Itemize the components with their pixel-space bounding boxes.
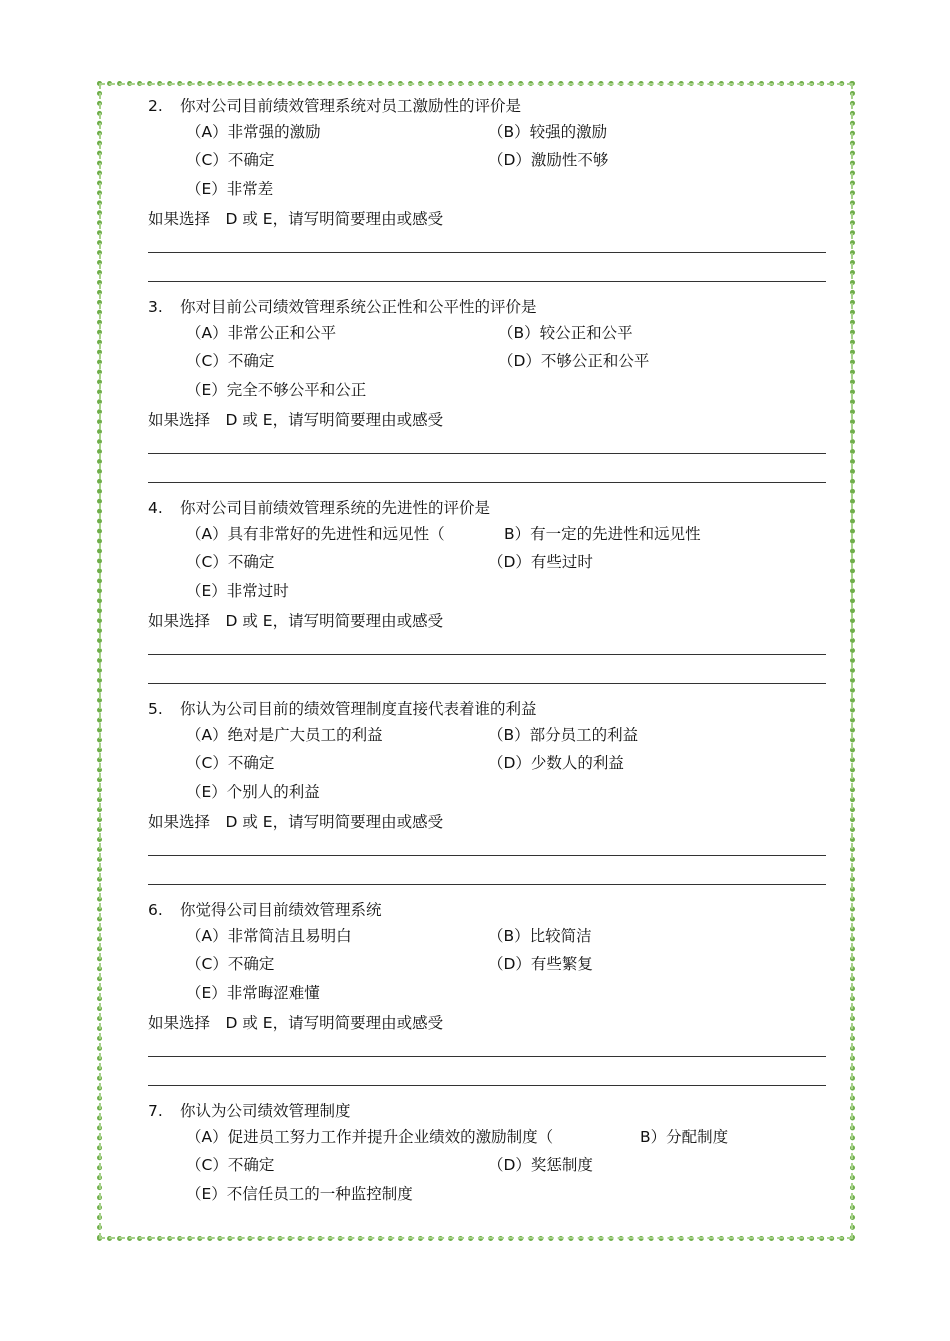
reason-prompt: 如果选择 D 或 E，请写明简要理由或感受 <box>148 813 444 831</box>
answer-line[interactable] <box>148 1085 826 1086</box>
option-a[interactable]: （A）绝对是广大员工的利益 <box>186 726 383 744</box>
answer-line[interactable] <box>148 855 826 856</box>
option-a[interactable]: （A）具有非常好的先进性和远见性（ <box>186 525 445 543</box>
question-number: 6. <box>148 901 163 919</box>
option-b[interactable]: （B）较强的激励 <box>488 123 608 141</box>
question-text: 你对公司目前绩效管理系统的先进性的评价是 <box>180 499 491 517</box>
reason-prompt: 如果选择 D 或 E，请写明简要理由或感受 <box>148 210 444 228</box>
answer-line[interactable] <box>148 281 826 282</box>
question-number: 4. <box>148 499 163 517</box>
option-a[interactable]: （A）非常简洁且易明白 <box>186 927 352 945</box>
option-d[interactable]: （D）不够公正和公平 <box>498 352 650 370</box>
option-c[interactable]: （C）不确定 <box>186 754 275 772</box>
question-title <box>148 697 537 719</box>
question-title <box>148 898 382 920</box>
option-c[interactable]: （C）不确定 <box>186 352 275 370</box>
answer-line[interactable] <box>148 654 826 655</box>
question-title <box>148 94 521 116</box>
option-b[interactable]: B）分配制度 <box>640 1128 729 1146</box>
option-b[interactable]: B）有一定的先进性和远见性 <box>504 525 701 543</box>
option-e[interactable]: （E）非常差 <box>186 180 274 198</box>
option-c[interactable]: （C）不确定 <box>186 151 275 169</box>
question-6 <box>148 896 828 1097</box>
question-text: 你对目前公司绩效管理系统公正性和公平性的评价是 <box>180 298 537 316</box>
option-e[interactable]: （E）个别人的利益 <box>186 783 320 801</box>
question-text: 你认为公司目前的绩效管理制度直接代表着谁的利益 <box>180 700 537 718</box>
option-d[interactable]: （D）少数人的利益 <box>488 754 624 772</box>
answer-line[interactable] <box>148 453 826 454</box>
answer-line[interactable] <box>148 884 826 885</box>
questionnaire <box>148 92 828 1298</box>
option-b[interactable]: （B）比较简洁 <box>488 927 592 945</box>
option-e[interactable]: （E）完全不够公平和公正 <box>186 381 367 399</box>
option-a[interactable]: （A）促进员工努力工作并提升企业绩效的激励制度（ <box>186 1128 554 1146</box>
question-number: 3. <box>148 298 163 316</box>
question-title <box>148 1099 351 1121</box>
question-number: 7. <box>148 1102 163 1120</box>
option-b[interactable]: （B）较公正和公平 <box>498 324 633 342</box>
answer-line[interactable] <box>148 252 826 253</box>
question-title <box>148 496 490 518</box>
question-7 <box>148 1097 828 1298</box>
option-b[interactable]: （B）部分员工的利益 <box>488 726 639 744</box>
option-d[interactable]: （D）有些繁复 <box>488 955 593 973</box>
question-3 <box>148 293 828 494</box>
option-a[interactable]: （A）非常强的激励 <box>186 123 321 141</box>
option-c[interactable]: （C）不确定 <box>186 1156 275 1174</box>
option-d[interactable]: （D）奖惩制度 <box>488 1156 593 1174</box>
option-c[interactable]: （C）不确定 <box>186 955 275 973</box>
question-number: 2. <box>148 97 163 115</box>
reason-prompt: 如果选择 D 或 E，请写明简要理由或感受 <box>148 411 444 429</box>
question-4 <box>148 494 828 695</box>
question-title <box>148 295 537 317</box>
option-c[interactable]: （C）不确定 <box>186 553 275 571</box>
question-number: 5. <box>148 700 163 718</box>
question-text: 你觉得公司目前绩效管理系统 <box>180 901 382 919</box>
question-5 <box>148 695 828 896</box>
option-d[interactable]: （D）有些过时 <box>488 553 593 571</box>
option-d[interactable]: （D）激励性不够 <box>488 151 609 169</box>
option-e[interactable]: （E）非常过时 <box>186 582 289 600</box>
question-text: 你认为公司绩效管理制度 <box>180 1102 351 1120</box>
answer-line[interactable] <box>148 1056 826 1057</box>
option-a[interactable]: （A）非常公正和公平 <box>186 324 337 342</box>
answer-line[interactable] <box>148 482 826 483</box>
option-e[interactable]: （E）非常晦涩难懂 <box>186 984 320 1002</box>
reason-prompt: 如果选择 D 或 E，请写明简要理由或感受 <box>148 1014 444 1032</box>
reason-prompt: 如果选择 D 或 E，请写明简要理由或感受 <box>148 612 444 630</box>
option-e[interactable]: （E）不信任员工的一种监控制度 <box>186 1185 413 1203</box>
answer-line[interactable] <box>148 683 826 684</box>
question-text: 你对公司目前绩效管理系统对员工激励性的评价是 <box>180 97 522 115</box>
question-2 <box>148 92 828 293</box>
